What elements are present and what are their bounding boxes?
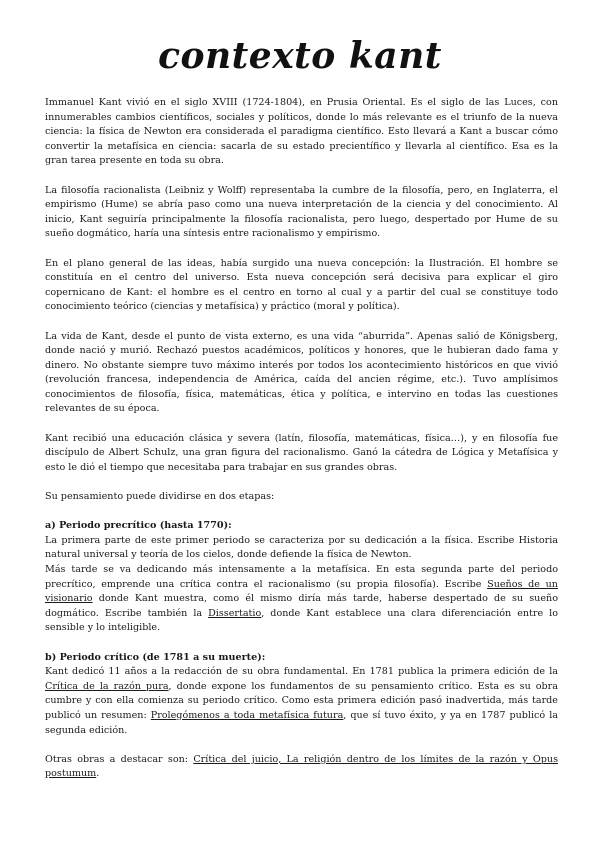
section-b-paragraph: Kant dedicó 11 años a la redacción de su obra fundamental. En 1781 publica la primera edición de la Crítica de la razón pura, donde expone los fundamentos de su pensamiento crítico. Esta es su obra cumbre y con ella comienza su periodo crítico. Como esta primera edición pasó inadvertida, más tarde publicó un resumen: Prolegómenos a toda metafísica futura, que sí tuvo éxito, y ya en 1787 publicó la segunda edición.: [45, 666, 558, 736]
work-titles-other: Crítica del juicio, La religión dentro de los límites de la razón y Opus postumum: [45, 753, 559, 780]
paragraph-other-works: Otras obras a destacar son: Crítica del juicio, La religión dentro de los límites de la razón y Opus postumum.: [45, 753, 559, 780]
work-title-suenos: Sueños de un visionario: [45, 578, 558, 605]
page-title: contexto kant: [158, 35, 442, 77]
section-a-paragraph-2: Más tarde se va dedicando más intensamente a la metafísica. En esta segunda parte del periodo precrítico, emprende una crítica contra el racionalismo (su propia filosofía). Escribe Sueños de un visionario donde Kant muestra, como él mismo diría más tarde, haberse despertado de su sueño dogmático. Escribe también la Dissertatio, donde Kant establece una clara diferenciación entre lo sensible y lo inteligible.: [45, 564, 559, 634]
work-title-dissertatio: Dissertatio: [208, 607, 262, 619]
section-critical: [45, 651, 558, 739]
paragraph-kant-education: Kant recibió una educación clásica y severa (latín, filosofía, matemáticas, física…), y en filosofía fue discípulo de Albert Schulz, una gran figura del racionalismo. Ganó la cátedra de Lógica y Metafísica y esto le dió el tiempo que necesitaba para trabajar en sus grandes obras.: [45, 432, 558, 473]
paragraph-enlightenment: En el plano general de las ideas, había surgido una nueva concepción: la Ilustración. El hombre se constituía en el centro del universo. Esta nueva concepción será decisiva para explicar el giro copernicano de Kant: el hombre es el centro en torno al cual y a partir del cual se constituye todo conocimiento teórico (ciencias y metafísica) y práctico (moral y política).: [45, 257, 558, 313]
work-title-critica-razon-pura: Crítica de la razón pura: [45, 680, 169, 692]
section-a-paragraph-1: La primera parte de este primer periodo se caracteriza por su dedicación a la física. Escribe Historia natural universal y teoría de los cielos, donde defiende la física de Newton.: [45, 534, 558, 561]
paragraph-kant-life: La vida de Kant, desde el punto de vista externo, es una vida “aburrida”. Apenas salió de Königsberg, donde nació y murió. Rechazó puestos académicos, políticos y honores, que le hubieran dado fama y dinero. No obstante siempre tuvo máximo interés por todos los acontecimiento históricos en que vivió (revolución francesa, independencia de América, caída del ancien régime, etc.). Tuvo amplísimos conocimientos de filosofía, física, matemáticas, ética y política, e intervino en todas las cuestiones relevantes de su época.: [45, 330, 558, 415]
section-precritical: [45, 519, 558, 636]
paragraph-context-century: Immanuel Kant vivió en el siglo XVIII (1724-1804), en Prusia Oriental. Es el siglo de las Luces, con innumerables cambios científicos, sociales y políticos, donde lo más relevante es el triunfo de la nueva ciencia: la física de Newton era considerada el paradigma científico. Esto llevará a Kant a buscar cómo convertir la metafísica en ciencia: sacarla de su estado precientífico y llevarla al científico. Esa es la gran tarea presente en toda su obra.: [45, 97, 558, 167]
section-b-heading: b) Periodo crítico (de 1781 a su muerte):: [45, 651, 266, 663]
work-title-prolegomenos: Prolegómenos a toda metafísica futura: [150, 709, 344, 721]
paragraph-stages-intro: Su pensamiento puede dividirse en dos etapas:: [45, 491, 275, 503]
paragraph-rationalism-empiricism: La filosofía racionalista (Leibniz y Wolff) representaba la cumbre de la filosofía, pero, en Inglaterra, el empirismo (Hume) se abría paso como una nueva interpretación de la ciencia y del conocimiento. Al inicio, Kant seguiría principalmente la filosofía racionalista, pero luego, despertado por Hume de su sueño dogmático, haría una síntesis entre racionalismo y empirismo.: [45, 184, 558, 240]
section-a-heading: a) Periodo precrítico (hasta 1770):: [45, 520, 232, 532]
document-body: [45, 96, 558, 797]
